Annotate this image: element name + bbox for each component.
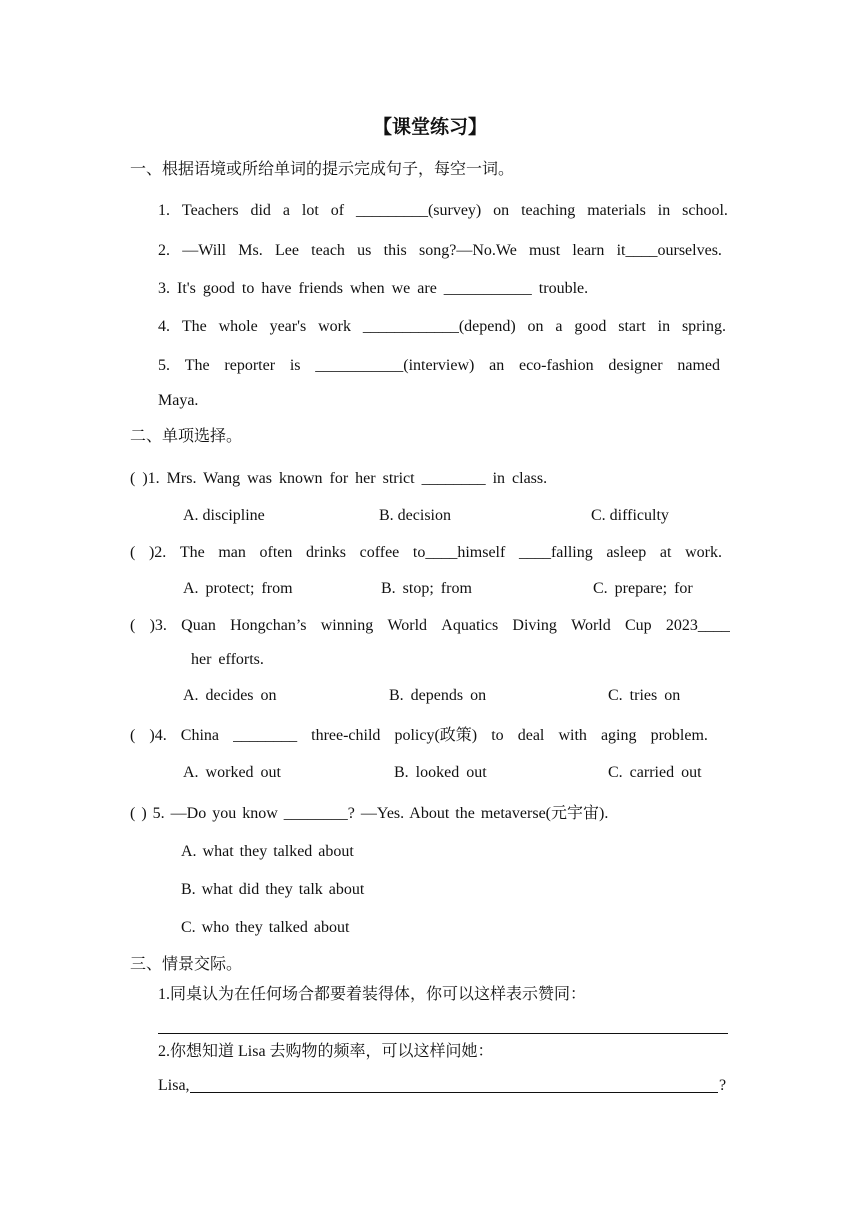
q1-stem: ( )1. Mrs. Wang was known for her strict ________ in class. bbox=[130, 470, 548, 487]
q4-option-c: C. carried out bbox=[608, 764, 702, 781]
s3-question-1: 1.同桌认为在任何场合都要着装得体，你可以这样表示赞同： bbox=[158, 986, 587, 1003]
q3-stem-cont: her efforts. bbox=[191, 651, 264, 668]
q4-stem: ( )4. China ________ three-child policy(政策) to deal with aging problem. bbox=[130, 727, 708, 744]
q3-option-a: A. decides on bbox=[183, 687, 277, 704]
q3-stem: ( )3. Quan Hongchan’s winning World Aquatics Diving World Cup 2023____ bbox=[130, 617, 730, 634]
s3-answer-line-2[interactable] bbox=[190, 1092, 718, 1093]
q2-option-a: A. protect; from bbox=[183, 580, 293, 597]
section2-heading: 二、单项选择。 bbox=[130, 428, 243, 445]
q4-option-b: B. looked out bbox=[394, 764, 487, 781]
q1-option-b: B. decision bbox=[379, 507, 451, 524]
q5-option-b: B. what did they talk about bbox=[181, 881, 365, 898]
q1-option-c: C. difficulty bbox=[591, 507, 669, 524]
s1-item-5-cont: Maya. bbox=[158, 392, 199, 409]
s1-item-2: 2. —Will Ms. Lee teach us this song?—No.We must learn it____ourselves. bbox=[158, 242, 722, 259]
q5-option-c: C. who they talked about bbox=[181, 919, 350, 936]
q5-stem: ( ) 5. —Do you know ________? —Yes. About the metaverse(元宇宙). bbox=[130, 805, 609, 822]
q5-option-a: A. what they talked about bbox=[181, 843, 354, 860]
q2-stem: ( )2. The man often drinks coffee to____himself ____falling asleep at work. bbox=[130, 544, 722, 561]
s1-item-5: 5. The reporter is ___________(interview) an eco-fashion designer named bbox=[158, 357, 720, 374]
q2-option-c: C. prepare; for bbox=[593, 580, 693, 597]
page-title: 【课堂练习】 bbox=[372, 117, 487, 138]
s1-item-1: 1. Teachers did a lot of _________(survey) on teaching materials in school. bbox=[158, 202, 728, 219]
s1-item-3: 3. It's good to have friends when we are ___________ trouble. bbox=[158, 280, 589, 297]
s3-answer-line-1[interactable] bbox=[158, 1033, 728, 1034]
q3-option-c: C. tries on bbox=[608, 687, 681, 704]
s3-question-2: 2.你想知道 Lisa 去购物的频率，可以这样问她： bbox=[158, 1043, 494, 1060]
q1-option-a: A. discipline bbox=[183, 507, 265, 524]
q2-option-b: B. stop; from bbox=[381, 580, 472, 597]
section1-heading: 一、根据语境或所给单词的提示完成句子，每空一词。 bbox=[130, 161, 515, 178]
q4-option-a: A. worked out bbox=[183, 764, 281, 781]
s1-item-4: 4. The whole year's work ____________(depend) on a good start in spring. bbox=[158, 318, 726, 335]
s3-answer-suffix: ? bbox=[719, 1077, 727, 1094]
section3-heading: 三、情景交际。 bbox=[130, 956, 243, 973]
q3-option-b: B. depends on bbox=[389, 687, 487, 704]
s3-answer-prefix: Lisa, bbox=[158, 1077, 190, 1094]
